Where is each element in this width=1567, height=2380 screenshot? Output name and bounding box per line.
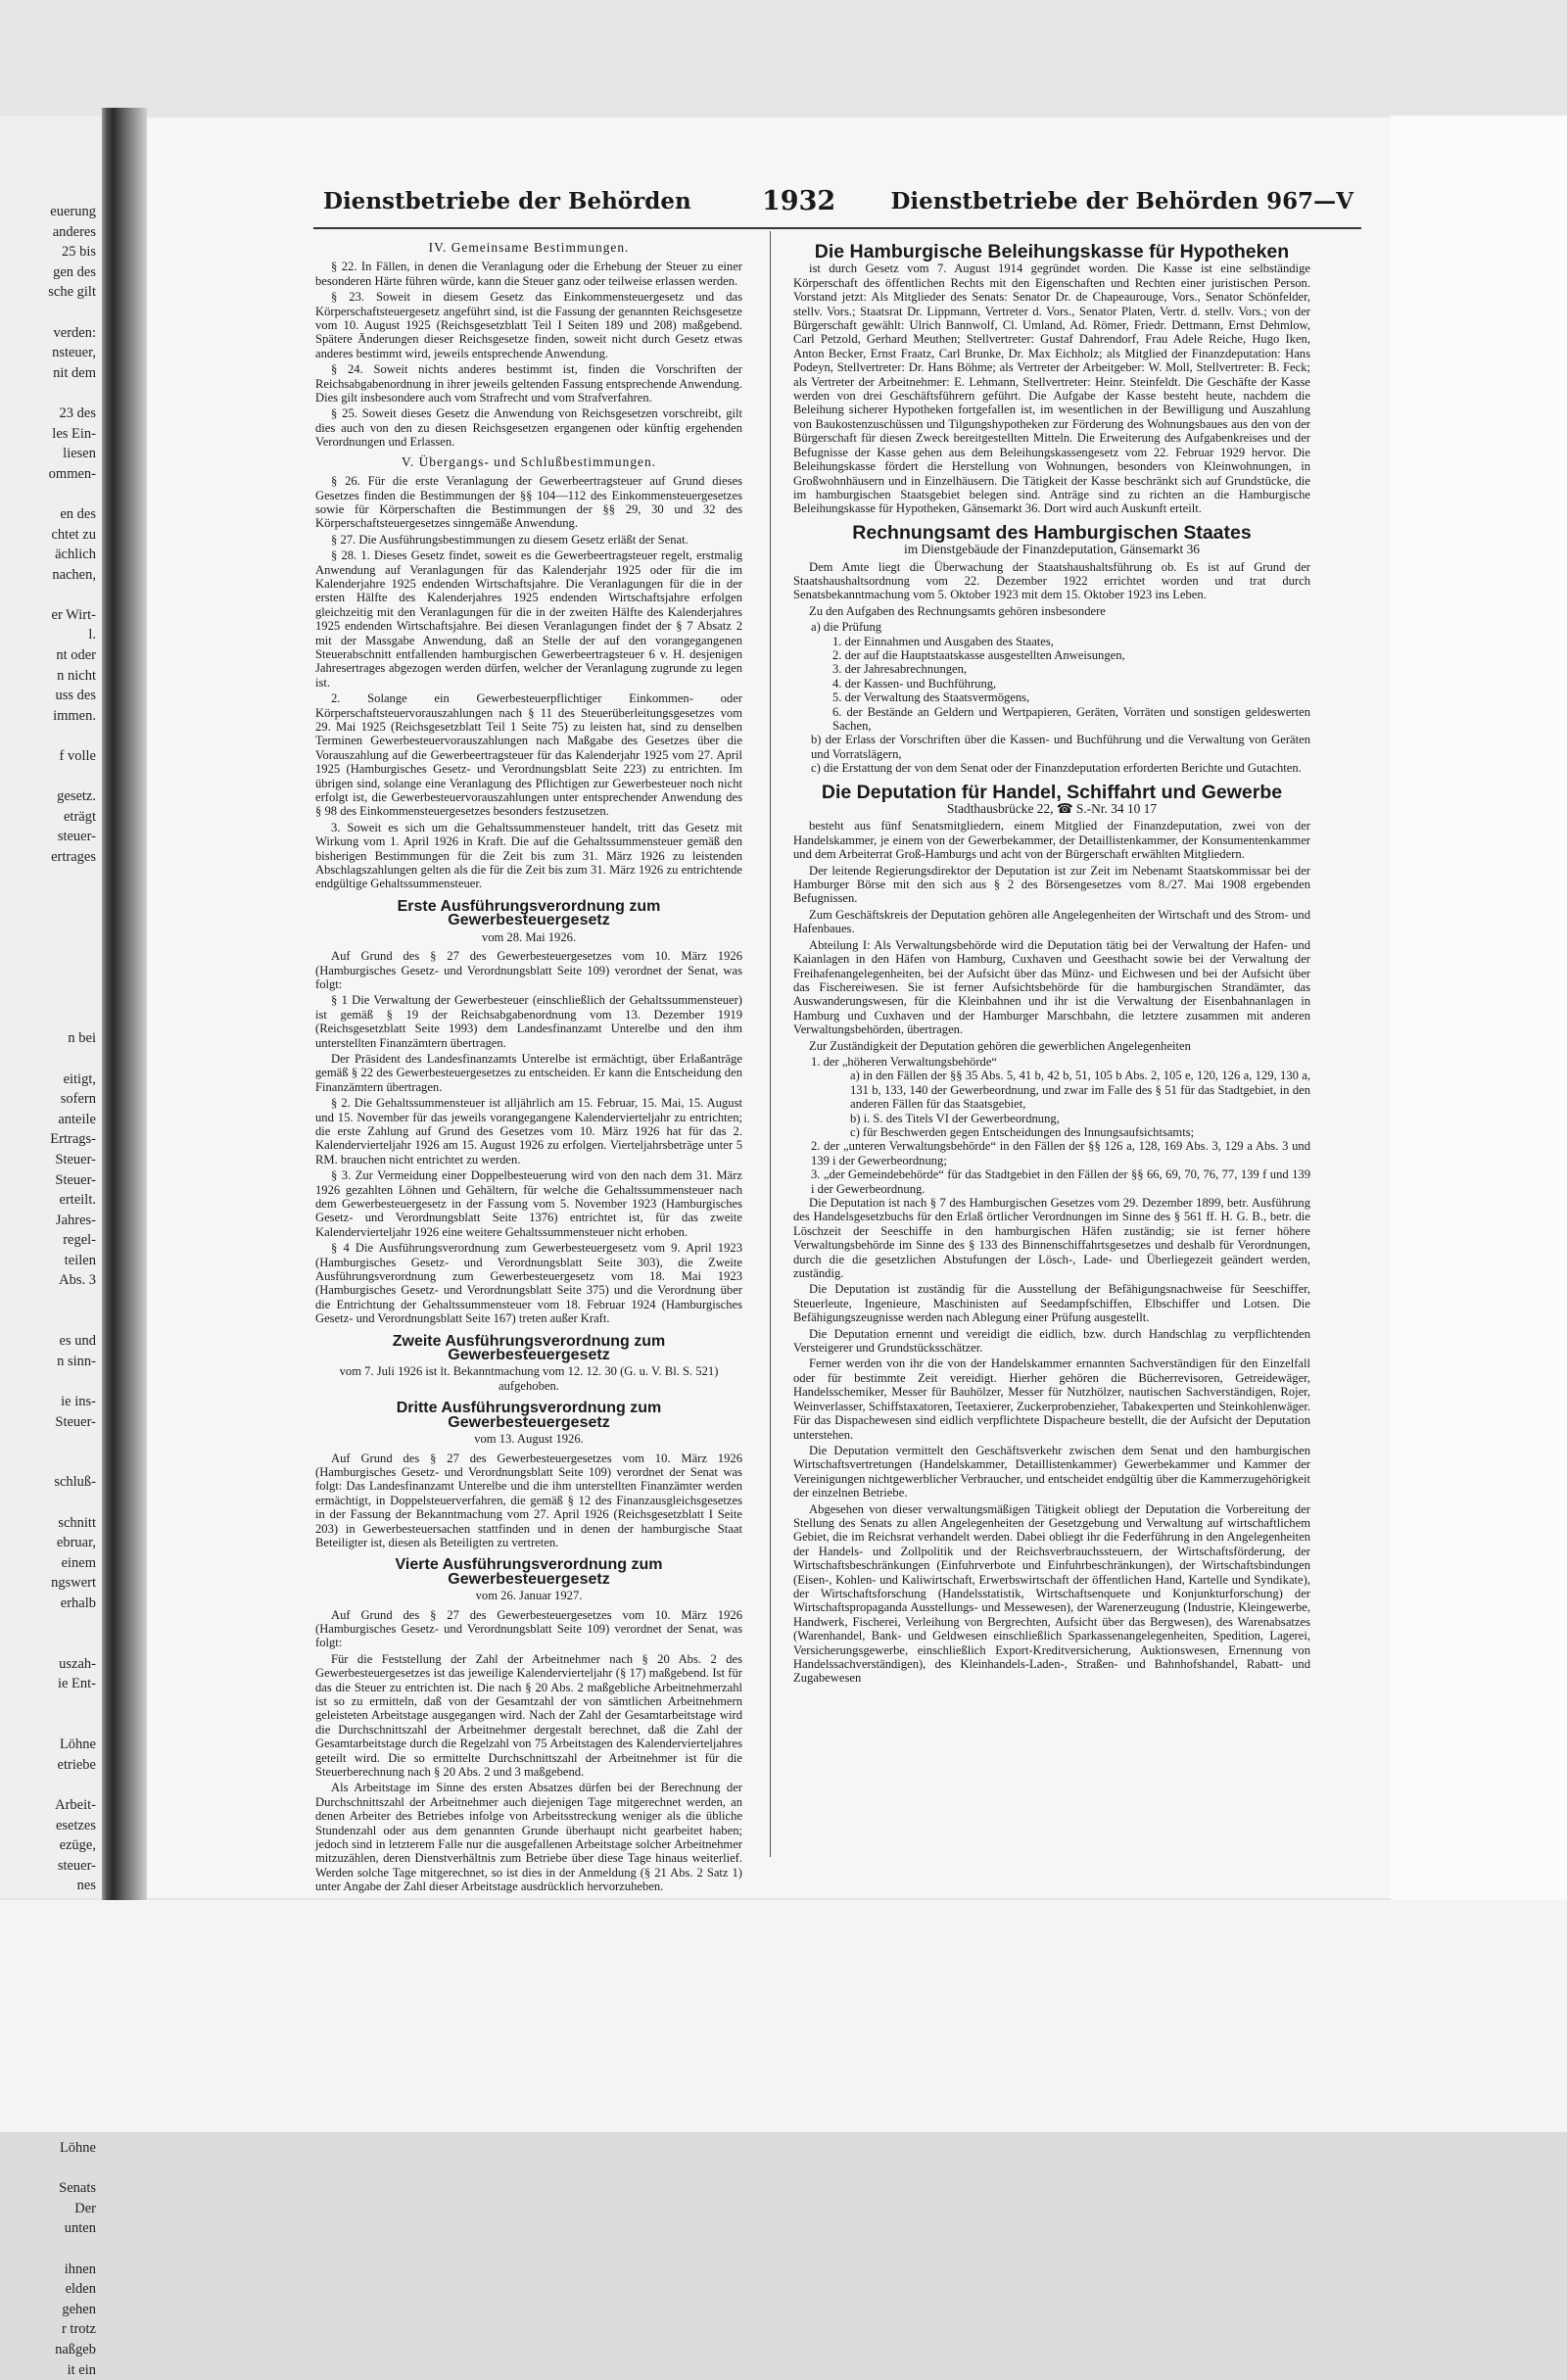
fragment-line: en des [60, 505, 96, 522]
paragraph: Zum Geschäftskreis der Deputation gehören alle Angelegenheiten der Wirtschaft und des Strom- und Hafenbaues. [793, 907, 1310, 936]
fragment-line [0, 1614, 96, 1635]
fragment-line: unten [64, 2220, 96, 2237]
fragment-line: schluß- [54, 1474, 96, 1491]
fragment-line: ngswert [51, 1575, 96, 1592]
list-item: 3. „der Gemeindebehörde“ für das Stadtgebiet in den Fällen der §§ 66, 69, 70, 76, 77, 139 f und 139 i der Gewerbeordnung. [811, 1167, 1310, 1196]
fragment-line: einem [61, 1554, 96, 1571]
list-item: 2. der „unteren Verwaltungsbehörde“ in den Fällen der §§ 126 a, 128, 169 Abs. 3, 129 a Abs. 3 und 139 i der Gewerbeordnung; [811, 1139, 1310, 1167]
fragment-line [0, 1432, 96, 1452]
ordinance-date: vom 28. Mai 1926. [481, 929, 577, 944]
fragment-line: nsteuer, [52, 345, 96, 361]
list-subitem: c) für Beschwerden gegen Entscheidungen des Innungsaufsichtsamts; [850, 1124, 1195, 1139]
fragment-line: naßgeb [55, 2341, 96, 2357]
fragment-line: les Ein- [52, 425, 96, 442]
list-item: 4. der Kassen- und Buchführung, [832, 676, 997, 690]
list-item: a) die Prüfung [811, 620, 882, 635]
fragment-line [0, 1009, 96, 1029]
list-item: 6. der Bestände an Geldern und Wertpapieren, Geräten, Vorräten und sonstigen geldeswerten Sachen, [832, 704, 1310, 733]
paragraph: § 23. Soweit in diesem Gesetz das Einkommensteuergesetz und das Körperschaftsteuergesetz angeführt sind, ist die Fassung der genannten Reichsgesetze vom 10. August 1925 (Reichsgesetzblatt Teil I Seiten 189 und 208) maßgebend. Spätere Änderungen dieser Reichsgesetze finden, soweit nicht durch Gesetz etwas anderes bestimmt wird, jeweils entsprechende Anwendung. [315, 290, 742, 360]
agency-heading: Die Deputation für Handel, Schiffahrt und Gewerbe [821, 781, 1283, 803]
paragraph: Abgesehen von dieser verwaltungsmäßigen Tätigkeit obliegt der Deputation die Vorbereitung der Stellung des Senats zu allen Angelegenheiten der Gesetzgebung und Verwaltung auf wirtschaftlichem Gebiet, die im Reichsrat verhandelt werden. Dabei obliegt ihr die Federführung in den Angelegenheiten der Handels- und Zollpolitik und der Reichsverbrauchssteuern, der Wirtschaftsförderung, der Wirtschaftsbeschränkungen (Einfuhrverbote und Einfuhrbeschränkungen), der Wirtschaftsbindungen (Eisen-, Kohlen- und Kaliwirtschaft, Erwerbswirtschaft der öffentlichen Hand, Kartelle und Syndikate), der Wirtschaftsforschung (Handelsstatistik, Wirtschaftsenquete und Konjunkturforschung) der Wirtschaftspropaganda Ausstellungs- und Messewesen), der Warenerzeugung (Industrie, Kleingewerbe, Handwerk, Fischerei, Verleihung von Bergrechten, Aufsicht über das Bergwesen), des Warenabsatzes (Warenhandel, Bank- und Geldwesen einschließlich Sparkassenangelegenheiten, Spedition, Lagerei, Versicherungsgewerbe, einschließlich Export-Kreditversicherung, Auktionswesen, Ernennung von Handelssachverständigen), des Kleinhandels-Laden-, Straßen- und Bahnhofshandel, Rabatt- und Zugabewesen [793, 1501, 1310, 1686]
fragment-line: steuer- [57, 1857, 96, 1874]
section-heading: V. Übergangs- und Schlußbestimmungen. [401, 453, 657, 469]
fragment-line [0, 1452, 96, 1473]
fragment-line: liesen [63, 446, 96, 462]
fragment-line: anteile [58, 1111, 96, 1127]
paragraph: § 4 Die Ausführungsverordnung zum Gewerbesteuergesetz vom 9. April 1923 (Hamburgisches Gesetz- und Verordnungsblatt Seite 303), die Zweite Ausführungsverordnung zum Gewerbesteuergesetz vom 18. Mai 1923 (Hamburgisches Gesetz- und Verordnungsblatt Seite 375) und die Verordnung über die Entrichtung der Gehaltssummensteuer vom 18. Februar 1924 (Hamburgisches Gesetz- und Verordnungsblatt Seite 167) treten außer Kraft. [315, 1241, 742, 1326]
fragment-line: euerung [50, 204, 96, 219]
paragraph: Für die Feststellung der Zahl der Arbeitnehmer nach § 20 Abs. 2 des Gewerbesteuergesetzes ist das jeweilige Kalendervierteljahr (§ 17) maßgebend. Ist für das die Steuer zu entrichten ist. Die nach § 20 Abs. 2 maßgebliche Arbeitnehmerzahl ist so zu ermitteln, daß von der Gesamtzahl der von sämtlichen Arbeitnehmern geleisteten Arbeitstage ausgegangen wird. Nach der Zahl der Gesamtarbeitstage wird die Durchschnittszahl der Arbeitnehmer dergestalt berechnet, daß die Zahl der Gesamtarbeitstage durch die Regelzahl von 75 Arbeitstagen des Kalendervierteljahres geteilt wird. Die so ermittelte Durchschnittszahl der Arbeitnehmer ist für die Steuerberechnung nach § 20 Abs. 2 und 3 maßgebend. [315, 1651, 742, 1780]
ordinance-heading: Erste Ausführungsverordnung zum Gewerbesteuergesetz [397, 897, 661, 929]
paragraph: Der Präsident des Landesfinanzamts Unterelbe ist ermächtigt, über Erlaßanträge gemäß § 22 des Gewerbesteuergesetzes zu entscheiden. Er kann die Entscheidung den Finanzämtern übertragen. [315, 1051, 742, 1094]
paragraph: Der leitende Regierungsdirektor der Deputation ist zur Zeit im Nebenamt Staatskommissar bei der Hamburger Börse mit den sich aus § 2 des Börsengesetzes vom 8./27. Mai 1908 ergebenden Befugnissen. [793, 863, 1310, 906]
fragment-line [0, 303, 96, 323]
fragment-line [0, 1371, 96, 1392]
fragment-line: uss des [55, 688, 96, 704]
fragment-line [0, 1715, 96, 1736]
fragment-line: Steuer- [55, 1171, 96, 1188]
ordinance-heading: Dritte Ausführungsverordnung zum Gewerbesteuergesetz [396, 1400, 662, 1431]
page-margin-bottom [0, 1900, 1567, 2132]
fragment-line: gen des [53, 263, 96, 280]
header-left: Dienstbetriebe der Behörden [323, 188, 691, 214]
header-year: 1932 [762, 186, 836, 216]
fragment-line: 23 des [59, 405, 96, 421]
fragment-line: steuer- [57, 829, 96, 845]
paragraph: § 2. Die Gehaltssummensteuer ist alljährlich am 15. Februar, 15. Mai, 15. August und 15. November für das jeweils vorangegangene Kalendervierteljahr zu entrichten; die erste Zahlung auf Grund des Gesetzes vom 10. März 1926 hat für das 2. Kalendervierteljahr 1926 am 15. August 1926 zu erfolgen. Vierteljahrsbeträge unter 5 RM. brauchen nicht entrichtet zu werden. [315, 1096, 742, 1166]
fragment-line: gesetz. [57, 788, 96, 805]
ordinance-date: vom 7. Juli 1926 ist lt. Bekanntmachung vom 12. 12. 30 (G. u. V. Bl. S. 521) aufgehoben. [339, 1364, 719, 1393]
fragment-line: ommen- [48, 465, 96, 482]
fragment-line: elden [65, 2281, 96, 2298]
fragment-line: f volle [59, 748, 96, 765]
fragment-line [0, 969, 96, 989]
fragment-line: chtet zu [51, 526, 96, 543]
fragment-line: ebruar, [56, 1535, 96, 1551]
fragment-line [0, 383, 96, 404]
fragment-line: ertrages [51, 849, 96, 865]
list-item: 3. der Jahresabrechnungen, [832, 662, 968, 677]
paragraph: ist durch Gesetz vom 7. August 1914 gegründet worden. Die Kasse ist eine selbständige Körperschaft des öffentlichen Rechts mit den Eigenschaften und Rechten einer juristischen Person. Vorstand jetzt: Als Mitglieder des Senats: Senator Dr. de Chapeaurouge, Vors., Senator Schönfelder, stellv. Vors.; Staatsrat Dr. Lippmann, Vertreter d. Vors., Senator Platen, Vertr. d. stellv. Vors.; von der Bürgerschaft gewählt: Ulrich Bannwolf, Cl. Umland, Ad. Römer, Friedr. Dettmann, Ernst Dehmlow, Carl Petzold, Gerhard Meuthen; Stellvertreter: Gustaf Dahrendorf, Frau Adele Reiche, Hugo Iken, Anton Becker, Ernst Fraatz, Carl Brunke, Dr. Max Eichholz; als Mitglied der Finanzdeputation: Hans Podeyn, Stellvertreter: Dr. Hans Böhme; als Vertreter der Arbeitgeber: W. Moll, Stellvertreter: B. Feck; als Vertreter der Arbeitnehmer: E. Lehmann, Stellvertreter: Heinr. Steinfeldt. Die Geschäfte der Kasse werden von drei Geschäftsführern geführt. Die Aufgabe der Kasse besteht heute, nachdem die Beleihung sicherer Hypotheken fortgefallen ist, im wesentlichen in der Bewilligung und Auszahlung von Baukostenzuschüssen und Tilgungshypotheken zur Förderung des Wohnungsbaues aus den von der Bürgerschaft für diesen Zweck bereitgestellten Mitteln. Die Erweiterung des Aufgabenkreises und der Befugnisse der Kasse gehen aus dem Beleihungskassengesetz vom 22. Februar 1929 hervor. Die Beleihungskasse fördert die Herstellung von Wohnungen, besonders von Kleinwohnungen, in Großwohnhäusern und in Einzelhäusern. Die Tätigkeit der Kasse beschränkt sich auf Grundstücke, die im hamburgischen Staatsgebiet belegen sind. Anträge sind zu richten an die Hamburgische Beleihungskasse für Hypotheken, Gänsemarkt 36. Dort wird auch Auskunft erteilt. [793, 262, 1310, 516]
paragraph: § 24. Soweit nichts anderes bestimmt ist, finden die Vorschriften der Reichsabgabenordnung in ihrer jeweils geltenden Fassung entsprechende Anwendung. Dies gilt insbesondere auch vom Strafrecht und vom Strafverfahren. [315, 362, 742, 405]
fragment-line: gehen [62, 2301, 96, 2317]
fragment-line: etriebe [57, 1756, 96, 1773]
fragment-line: Jahres- [55, 1212, 96, 1228]
right-column [793, 235, 1310, 1861]
fragment-line: anderes [52, 223, 96, 240]
fragment-line: ie ins- [61, 1394, 96, 1410]
fragment-line [0, 887, 96, 908]
agency-heading: Die Hamburgische Beleihungskasse für Hypotheken [814, 241, 1290, 262]
fragment-line: schnitt [58, 1514, 96, 1531]
fragment-line [0, 1493, 96, 1513]
fragment-line [0, 908, 96, 928]
paragraph: Zu den Aufgaben des Rechnungsamts gehören insbesondere [809, 603, 1106, 618]
previous-page-edge [0, 116, 102, 2378]
fragment-line: n nicht [57, 667, 96, 684]
fragment-line: teilen [64, 1252, 96, 1268]
fragment-line: sofern [60, 1091, 96, 1108]
fragment-line: Abs. 3 [59, 1272, 96, 1289]
paragraph: Dem Amte liegt die Überwachung der Staatshaushaltsführung ob. Es ist auf Grund der Staatshaushaltsordnung vom 22. Dezember 1922 errichtet worden und trat durch Senatsbekanntmachung vom 5. Oktober 1923 mit dem 15. Oktober 1923 ins Leben. [793, 559, 1310, 602]
fragment-line: es und [59, 1333, 96, 1350]
header-right: Dienstbetriebe der Behörden 967—V [890, 188, 1353, 214]
fragment-line: l. [88, 627, 96, 643]
fragment-line [0, 1291, 96, 1311]
paragraph: § 28. 1. Dieses Gesetz findet, soweit es die Gewerbeertragsteuer regelt, erstmalig Anwendung auf Veranlagungen für das Kalenderjahr 1925 oder für die im Kalenderjahre 1925 endenden Wirtschaftsjahre. Die Veranlagungen für die in der ersten Hälfte des Kalenderjahres 1925 endenden Wirtschaftsjahre erfolgen gleichzeitig mit den Veranlagungen für die in der zweiten Hälfte des Kalenderjahres 1925 endenden Wirtschaftsjahre. Bei diesen Veranlagungen findet der § 7 Absatz 2 mit der Massgabe Anwendung, daß an Stelle der auf den vorangegangenen Steuerabschnitt entfallenden hamburgischen Gewerbeertragsteuer 6 v. H. desjenigen Jahresertrages abgezogen werden dürfen, welcher der Veranlagung zugrunde zu legen ist. [315, 548, 742, 690]
list-item: 1. der „höheren Verwaltungsbehörde“ [811, 1054, 998, 1069]
fragment-line: erhalb [60, 1595, 96, 1611]
paragraph: Ferner werden von ihr die von der Handelskammer ernannten Sachverständigen für den Einzelfall oder für bestimmte Zeit vereidigt. Hierher gehören die Bücherrevisoren, Getreidewäger, Handelsschemiker, Messer für Bauhölzer, Messer für Nutzhölzer, nautischen Sachverständigen, Rojer, Weinverlasser, Schiffstaxatoren, Teetaxierer, Zuckerprobenzieher, Tabakexperten und Steinkohlenwäger. Für das Dispachewesen sind eidlich verpflichtete Dispacheure bestellt, die der Aufsicht der Deputation unterstehen. [793, 1357, 1310, 1442]
fragment-line: sche gilt [48, 284, 96, 301]
fragment-line: eträgt [63, 808, 96, 825]
paragraph: Auf Grund des § 27 des Gewerbesteuergesetzes vom 10. März 1926 (Hamburgisches Gesetz- und Verordnungsblatt Seite 109) verordnet der Senat was folgt: Das Landesfinanzamt Unterelbe und die ihm unterstellten Finanzämter werden ermächtigt, in Doppelsteuerverfahren, die gemäß § 12 des Finanzausgleichsgesetzes in der Fassung der Bekanntmachung vom 27. April 1926 (Reichsgesetzblatt I Seite 203) in Gewerbesteuersachen stattfinden und in denen der hamburgische Staat Beteiligter ist, diesen als Beteiligten zu vertreten. [315, 1451, 742, 1549]
ordinance-heading: Vierte Ausführungsverordnung zum Gewerbesteuergesetz [395, 1556, 663, 1588]
fragment-line: Ertrags- [50, 1131, 96, 1148]
paragraph: § 25. Soweit dieses Gesetz die Anwendung von Reichsgesetzen vorschreibt, gilt dies auch von den zu diesen Reichsgesetzen ergangenen oder künftig ergehenden Verordnungen und Erlassen. [315, 406, 742, 450]
paragraph: § 1 Die Verwaltung der Gewerbesteuer (einschließlich der Gehaltssummensteuer) ist gemäß § 19 der Reichsabgabenordnung vom 13. Dezember 1919 (Reichsgesetzblatt Seite 1993) dem Landesfinanzamt Unterelbe und den ihm unterstellten Finanzämtern übertragen. [315, 993, 742, 1050]
list-item: 5. der Verwaltung des Staatsvermögens, [832, 690, 1030, 705]
agency-subheading: im Dienstgebäude der Finanzdeputation, Gänsemarkt 36 [904, 542, 1200, 557]
fragment-line: Senats [59, 2180, 96, 2197]
fragment-line: Löhne [59, 1737, 96, 1753]
fragment-line [0, 948, 96, 969]
fragment-line: Löhne [59, 2140, 96, 2156]
ordinance-heading: Zweite Ausführungsverordnung zum Gewerbesteuergesetz [392, 1332, 666, 1364]
fragment-line [0, 484, 96, 504]
list-subitem: b) i. S. des Titels VI der Gewerbeordnung, [850, 1111, 1060, 1125]
paragraph: § 22. In Fällen, in denen die Veranlagung oder die Erhebung der Steuer zu einer besonderen Härte führen würde, kann die Steuer ganz oder teilweise erlassen werden. [315, 260, 742, 288]
fragment-line [0, 868, 96, 888]
paragraph: 2. Solange ein Gewerbesteuerpflichtiger Einkommen- oder Körperschaftsteuervorauszahlungen nach § 11 des Steuerüberleitungsgesetzes vom 29. Mai 1925 (Reichsgesetzblatt Teil 1 Seite 75) zu leisten hat, sind zu denselben Terminen Gewerbesteuervorauszahlungen nach Maßgabe des Gesetzes über die Vorauszahlung auf die Gewerbeertragsteuer für das Kalenderjahr 1925 vom 27. April 1925 (Hamburgisches Gesetz- und Verordnungsblatt Seite 223) zu entrichten. Im übrigen sind, solange eine Veranlagung des Pflichtigen zur Gewerbesteuer noch nicht erfolgt ist, die Gewerbesteuervorauszahlungen unter entsprechender Anwendung des § 98 des Einkommensteuergesetzes besonders festzusetzen. [315, 691, 742, 819]
fragment-line: Der [74, 2200, 96, 2216]
column-divider [770, 231, 771, 1857]
header-rule [313, 227, 1361, 229]
agency-heading: Rechnungsamt des Hamburgischen Staates [852, 521, 1252, 544]
fragment-line [0, 1049, 96, 1070]
fragment-line: ihnen [64, 2261, 96, 2277]
fragment-line: n sinn- [57, 1353, 96, 1369]
fragment-line: nes [76, 1878, 96, 1894]
fragment-line [0, 1634, 96, 1654]
paragraph: besteht aus fünf Senatsmitgliedern, einem Mitglied der Finanzdeputation, zwei von der Handelskammer, je einem von der Gewerbekammer, der Detaillistenkammer, der Konsumentenkammer und dem Arbeiterrat Groß-Hamburgs und acht von der Bürgerschaft erwählten Mitgliedern. [793, 819, 1310, 862]
paragraph: Die Deputation ist zuständig für die Ausstellung der Befähigungsnachweise für Seeschiffer, Steuerleute, Ingenieure, Maschinisten auf Seedampfschiffen, Elbschiffer und Lotsen. Die Befähigungszeugnisse werden nach Ablegung einer Prüfung ausgestellt. [793, 1282, 1310, 1325]
fragment-line [0, 2239, 96, 2260]
agency-subheading: Stadthausbrücke 22, ☎ S.-Nr. 34 10 17 [946, 801, 1158, 817]
fragment-line: uszah- [59, 1655, 96, 1672]
fragment-line: 25 bis [61, 244, 96, 261]
fragment-line: ezüge, [59, 1837, 96, 1854]
fragment-line: esetzes [55, 1817, 96, 1833]
paragraph: Die Deputation ernennt und vereidigt die eidlich, bzw. durch Handschlag zu verpflichtenden Versteigerer und Grundstücksschätzer. [793, 1326, 1310, 1356]
fragment-line [0, 585, 96, 605]
fragment-line: nt oder [56, 647, 96, 664]
ordinance-date: vom 26. Januar 1927. [475, 1589, 583, 1603]
list-item: 2. der auf die Hauptstaatskasse ausgestellten Anweisungen, [832, 647, 1125, 662]
paragraph: Abteilung I: Als Verwaltungsbehörde wird die Deputation tätig bei der Verwaltung der Hafen- und Kaianlagen in den Häfen von Hamburg, Cuxhaven und Geesthacht sowie bei der Verwaltung der Freihafenangelegenheiten, bei der Aufsicht über das Münz- und Eichwesen und bei der Aufsicht über das Fischereiwesen. Sie ist ferner Aufsichtsbehörde für die hamburgischen Strandämter, das Auswanderungswesen, für die Kleinbahnen und ihr ist die Verwaltung der Eisenbahnanlagen in Hamburg und Cuxhaven und der Hamburger Marschbahn, die letztere zusammen mit anderen Verwaltungsbehörden, übertragen. [793, 937, 1310, 1037]
fragment-line [0, 1694, 96, 1715]
paragraph: § 27. Die Ausführungsbestimmungen zu diesem Gesetz erläßt der Senat. [331, 532, 689, 547]
ordinance-date: vom 13. August 1926. [474, 1432, 584, 1447]
fragment-line: Steuer- [55, 1151, 96, 1167]
paragraph: Zur Zuständigkeit der Deputation gehören die gewerblichen Angelegenheiten [809, 1038, 1191, 1053]
list-item: b) der Erlass der Vorschriften über die Kassen- und Buchführung und die Verwaltung von Geräten und Vorratslägern, [811, 733, 1310, 761]
fragment-line [0, 1311, 96, 1332]
fragment-line: nachen, [52, 566, 96, 583]
fragment-line: n bei [68, 1030, 96, 1047]
fragment-line [0, 767, 96, 787]
fragment-line [0, 1775, 96, 1795]
paragraph: Auf Grund des § 27 des Gewerbesteuergesetzes vom 10. März 1926 (Hamburgisches Gesetz- und Verordnungsblatt Seite 109) verordnet der Senat, was folgt: [315, 949, 742, 991]
list-subitem: a) in den Fällen der §§ 35 Abs. 5, 41 b, 42 b, 51, 105 b Abs. 2, 105 e, 120, 126 a, 129, 130 a, 131 b, 133, 140 der Gewerbeordnung, und zwar im Falle des § 51 für das Stadtgebiet, in den anderen Fällen für das Staatsgebiet, [850, 1069, 1310, 1112]
fragment-line: eitigt, [63, 1071, 96, 1087]
fragment-line: ächlich [55, 547, 96, 563]
paragraph: Die Deputation ist nach § 7 des Hamburgischen Gesetzes vom 29. Dezember 1899, betr. Ausführung des Handelsgesetzbuchs für den Erlaß örtlicher Verordnungen im Sinne des § 561 ff. H. G. B., betr. die Löschzeit der Seeschiffe in den hamburgischen Häfen zuständig; sie ist ferner höhere Verwaltungsbehörde im Sinne des § 133 des Binnenschiffahrtsgesetzes und deshalb für Verordnungen, durch die die gesetzlichen Abstufungen der Lösch-, Lade- und Überliegezeit geändert werden, zuständig. [793, 1196, 1310, 1281]
fragment-line: it ein [67, 2361, 96, 2378]
fragment-line: regel- [63, 1232, 96, 1249]
section-heading: IV. Gemeinsame Bestimmungen. [428, 240, 630, 255]
fragment-line [0, 726, 96, 746]
fragment-line: erteilt. [59, 1192, 96, 1209]
page-margin-right [1391, 116, 1567, 1900]
paragraph: 3. Soweit es sich um die Gehaltssummensteuer handelt, tritt das Gesetz mit Wirkung vom 1. April 1926 in Kraft. Die auf die Gehaltssummensteuer gemäß den bisherigen Bestimmungen für die Zeit bis zum 31. März 1926 zu leistenden Abschlagszahlungen gelten als die für die Zeit bis zum 31. März 1926 zu entrichtende endgültige Gehaltssummensteuer. [315, 820, 742, 891]
paragraph: Auf Grund des § 27 des Gewerbesteuergesetzes vom 10. März 1926 (Hamburgisches Gesetz- und Verordnungsblatt Seite 109) verordnet der Senat, was folgt: [315, 1607, 742, 1650]
fragment-line: immen. [53, 707, 96, 724]
paragraph: Als Arbeitstage im Sinne des ersten Absatzes dürfen bei der Berechnung der Durchschnittszahl der Arbeitnehmer auch diejenigen Tage mitgerechnet werden, an denen Arbeiter des Betriebes infolge von Arbeitsstreckung weniger als die übliche Stundenzahl oder aus dem genannten Grunde überhaupt nicht gearbeitet haben; jedoch sind in letzterem Falle nur die ausgefallenen Arbeitstage solcher Arbeitnehmer mitzuzählen, deren Dienstverhältnis zum Betriebe über diese Tage hinaus weiterlief. Werden solche Tage mitgerechnet, so ist dies in der Anmeldung (§ 21 Abs. 2 Satz 1) unter Angabe der Zahl dieser Arbeitstage ausdrücklich hervorzuheben. [315, 1781, 742, 1894]
fragment-line: r trotz [61, 2321, 96, 2338]
fragment-line [0, 928, 96, 948]
fragment-line [0, 2159, 96, 2179]
paragraph: § 26. Für die erste Veranlagung der Gewerbeertragsteuer auf Grund dieses Gesetzes finden die Bestimmungen der §§ 104—112 des Einkommensteuergesetzes sowie für Körperschaften die Bestimmungen der §§ 29, 30 und 32 des Körperschaftsteuergesetzes sinngemäße Anwendung. [315, 474, 742, 531]
book-gutter [102, 108, 147, 1900]
paragraph: Die Deputation vermittelt den Geschäftsverkehr zwischen dem Senat und den hamburgischen Wirtschaftsvertretungen (Handelskammer, Detaillistenkammer) Gewerbekammer und Kammer der Vereinigungen nichtgewerblicher Verbraucher, und entscheidet endgültig über die Kammerzugehörigkeit der einzelnen Betriebe. [793, 1443, 1310, 1500]
running-header [323, 188, 1353, 227]
fragment-line: verden: [53, 324, 96, 341]
fragment-line: nit dem [53, 364, 96, 381]
fragment-line: Arbeit- [55, 1796, 96, 1813]
fragment-line: ie Ent- [57, 1676, 96, 1692]
left-column [315, 235, 742, 1894]
fragment-line: Steuer- [55, 1413, 96, 1430]
list-item: c) die Erstattung der von dem Senat oder der Finanzdeputation erforderten Berichte und Gutachten. [811, 761, 1302, 776]
list-item: 1. der Einnahmen und Ausgaben des Staates, [832, 634, 1054, 648]
fragment-line [0, 988, 96, 1009]
paragraph: § 3. Zur Vermeidung einer Doppelbesteuerung wird von den nach dem 31. März 1926 gezahlten Löhnen und Gehältern, für welche die Gehaltssummensteuer nach dem Gewerbesteuergesetz in der Fassung vom 5. November 1923 (Hamburgisches Gesetz- und Verordnungsblatt Seite 1376) entrichtet ist, für das zweite Kalendervierteljahr 1926 eine weitere Gehaltssummensteuer nicht erhoben. [315, 1168, 742, 1239]
fragment-line: er Wirt- [51, 606, 96, 623]
